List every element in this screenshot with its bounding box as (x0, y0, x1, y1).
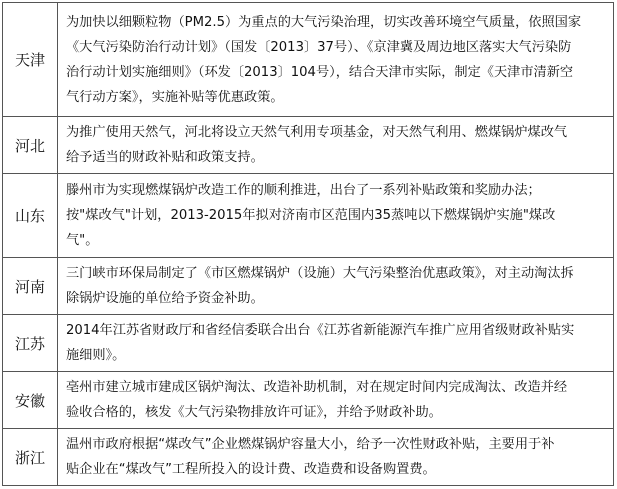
table-row (3, 3, 614, 117)
table-row (3, 429, 614, 486)
policy-text-cell (58, 429, 614, 486)
policy-table (2, 2, 614, 486)
policy-text-cell (58, 258, 614, 315)
table-row (3, 258, 614, 315)
policy-text-line: 贴企业在“煤改气”工程所投入的设计费、改造费和设备购置费。 (66, 462, 436, 477)
province-cell: 山东 (3, 174, 58, 258)
policy-text-line: 《大气污染防治行动计划》（国发〔2013〕37号）、《京津冀及周边地区落实大气污染防 (66, 39, 572, 55)
policy-text-line: 按"煤改气"计划，2013-2015年拟对济南市区范围内35蒸吨以下燃煤锅炉实施"煤改 (66, 208, 556, 223)
policy-text-cell (58, 315, 614, 372)
policy-text-line: 温州市政府根据“煤改气”企业燃煤锅炉容量大小，给予一次性财政补贴，主要用于补 (66, 437, 555, 452)
table-row (3, 117, 614, 174)
policy-text-line: 三门峡市环保局制定了《市区燃煤锅炉（设施）大气污染整治优惠政策》，对主动淘汰拆 (66, 266, 574, 281)
policy-text-cell (58, 3, 614, 117)
policy-text-line: 施细则》。 (66, 348, 126, 363)
province-cell: 江苏 (3, 315, 58, 372)
province-cell: 河北 (3, 117, 58, 174)
policy-text-line: 气"。 (66, 233, 99, 248)
policy-text-line: 验收合格的，核发《大气污染物排放许可证》，并给予财政补助。 (66, 405, 442, 420)
policy-text-line: 治行动计划实施细则》（环发〔2013〕104号），结合天津市实际，制定《天津市清新空 (66, 64, 574, 80)
policy-text-line: 气行动方案》，实施补贴等优惠政策。 (66, 89, 284, 105)
policy-text-line: 为推广使用天然气，河北将设立天然气利用专项基金，对天然气利用、燃煤锅炉煤改气 (66, 125, 568, 140)
policy-text-cell (58, 174, 614, 258)
policy-text-cell (58, 117, 614, 174)
table-row (3, 174, 614, 258)
province-cell: 天津 (3, 3, 58, 117)
policy-text-line: 除锅炉设施的单位给予资金补助。 (66, 291, 264, 306)
policy-text-line: 2014年江苏省财政厅和省经信委联合出台《江苏省新能源汽车推广应用省级财政补贴实 (66, 323, 575, 338)
policy-text-line: 给予适当的财政补贴和政策支持。 (66, 150, 264, 165)
policy-text-line: 亳州市建立城市建成区锅炉淘汰、改造补助机制，对在规定时间内完成淘汰、改造并经 (66, 380, 568, 395)
province-cell: 河南 (3, 258, 58, 315)
policy-text-line: 滕州市为实现燃煤锅炉改造工作的顺利推进，出台了一系列补贴政策和奖励办法； (66, 183, 541, 198)
table-row (3, 372, 614, 429)
table-row (3, 315, 614, 372)
province-cell: 浙江 (3, 429, 58, 486)
policy-table-body (3, 3, 614, 486)
policy-text-line: 为加快以细颗粒物（PM2.5）为重点的大气污染治理，切实改善环境空气质量，依照国家 (66, 14, 582, 30)
province-cell: 安徽 (3, 372, 58, 429)
policy-text-cell (58, 372, 614, 429)
